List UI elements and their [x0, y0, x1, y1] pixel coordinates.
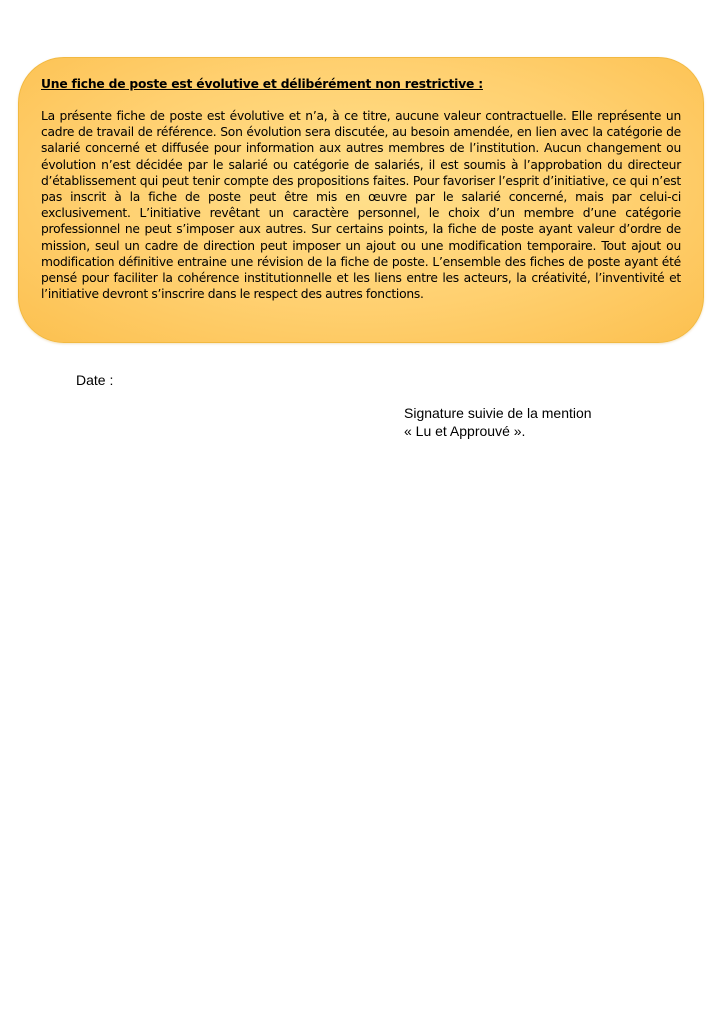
notice-title: Une fiche de poste est évolutive et délibérément non restrictive : — [41, 77, 483, 91]
date-label: Date : — [76, 372, 114, 388]
notice-body: La présente fiche de poste est évolutive et n’a, à ce titre, aucune valeur contractuelle. Elle représente un cadre de travail de référence. Son évolution sera discutée, au besoin amendée, en lien avec la catégorie de salarié concerné et diffusée pour information aux autres membres de l’institution. Aucun changement ou évolution n’est décidée par le salarié ou catégorie de salariés, il est soumis à l’approbation du directeur d’établissement qui peut tenir compte des propositions faites. Pour favoriser l’esprit d’initiative, ce qui n’est pas inscrit à la fiche de poste peut être mis en œuvre par le salarié concerné, mais par celui-ci exclusivement. L’initiative revêtant un caractère personnel, le choix d’un membre d’une catégorie professionnel ne peut s’imposer aux autres. Sur certains points, la fiche de poste ayant valeur d’ordre de mission, seul un cadre de direction peut imposer un ajout ou une modification temporaire. Tout ajout ou modification définitive entraine une révision de la fiche de poste. L’ensemble des fiches de poste ayant été pensé pour faciliter la cohérence institutionnelle et les liens entre les acteurs, la créativité, l’inventivité et l’initiative devront s’inscrire dans le respect des autres fonctions. — [41, 109, 681, 302]
signature-mention-line-2: « Lu et Approuvé ». — [404, 422, 526, 439]
signature-mention-line-1: Signature suivie de la mention — [404, 405, 592, 421]
signature-block — [404, 405, 592, 440]
notice-callout — [18, 57, 704, 343]
